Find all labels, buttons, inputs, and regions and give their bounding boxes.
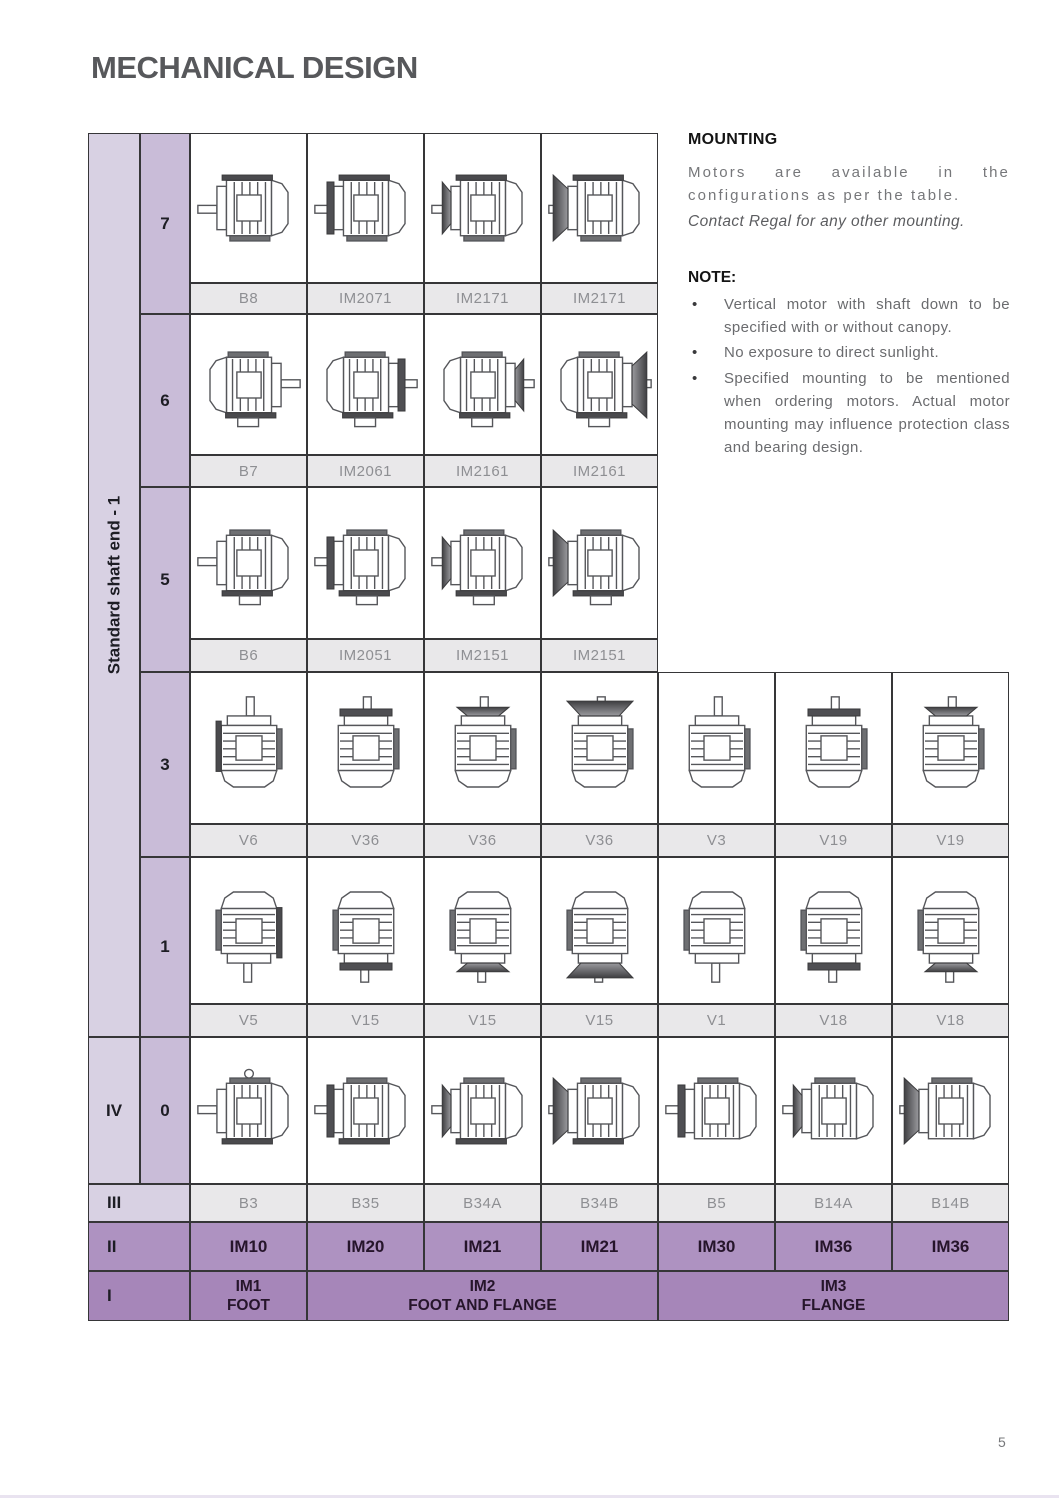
config-label: B14A [775, 1184, 892, 1222]
config-label: V3 [658, 824, 775, 857]
page-title: MECHANICAL DESIGN [91, 50, 418, 85]
motor-icon-b34b [541, 1037, 658, 1184]
group-im1-foot: IM1 FOOT [190, 1271, 307, 1321]
motor-icon-v36-c [541, 672, 658, 824]
im-code: IM36 [775, 1222, 892, 1271]
motor-icon-b14a [775, 1037, 892, 1184]
mounting-configurations-table [88, 133, 1009, 1321]
note-heading: NOTE: [688, 268, 737, 286]
config-label: IM2171 [424, 283, 541, 314]
config-label: IM2061 [307, 455, 424, 487]
bullet-icon: • [692, 344, 698, 362]
group-im2-foot-and-flange: IM2 FOOT AND FLANGE [307, 1271, 658, 1321]
config-label: IM2151 [424, 639, 541, 672]
motor-icon-v1 [658, 857, 775, 1004]
note-bullet-1: • Vertical motor with shaft down to be specified with or without canopy. [688, 293, 1010, 340]
motor-icon-im2061 [307, 314, 424, 455]
tier-label-ii: II [88, 1222, 190, 1271]
config-label: IM2161 [541, 455, 658, 487]
config-label: V18 [892, 1004, 1009, 1037]
mounting-heading: MOUNTING [688, 131, 778, 148]
config-label: V19 [892, 824, 1009, 857]
position-number-1: 1 [140, 857, 190, 1037]
config-label: V15 [307, 1004, 424, 1037]
motor-icon-v15-c [541, 857, 658, 1004]
motor-icon-im2071 [307, 133, 424, 283]
config-label: V18 [775, 1004, 892, 1037]
motor-icon-v15-b [424, 857, 541, 1004]
motor-icon-v36-b [424, 672, 541, 824]
motor-icon-v19-b [892, 672, 1009, 824]
motor-icon-b6 [190, 487, 307, 639]
tier-label-i: I [88, 1271, 190, 1321]
mounting-body-text: Motors are available in the configurations as per the table. [688, 164, 1010, 205]
config-label: IM2171 [541, 283, 658, 314]
config-label: B5 [658, 1184, 775, 1222]
motor-icon-b7 [190, 314, 307, 455]
config-label: V36 [424, 824, 541, 857]
motor-icon-b35 [307, 1037, 424, 1184]
config-label: B7 [190, 455, 307, 487]
page-number: 5 [998, 1434, 1006, 1450]
motor-icon-im2171-a [424, 133, 541, 283]
motor-icon-b5 [658, 1037, 775, 1184]
im-code: IM10 [190, 1222, 307, 1271]
config-label: IM2071 [307, 283, 424, 314]
config-label: IM2051 [307, 639, 424, 672]
config-label: B34B [541, 1184, 658, 1222]
motor-icon-v15-a [307, 857, 424, 1004]
config-label: V19 [775, 824, 892, 857]
im-code: IM21 [424, 1222, 541, 1271]
motor-icon-im2161-b [541, 314, 658, 455]
config-label: V15 [424, 1004, 541, 1037]
motor-icon-b34a [424, 1037, 541, 1184]
position-number-5: 5 [140, 487, 190, 672]
bullet-icon: • [692, 369, 698, 387]
im-code: IM30 [658, 1222, 775, 1271]
side-label-standard-shaft-end: Standard shaft end - 1 [88, 133, 140, 1037]
motor-icon-im2151-b [541, 487, 658, 639]
motor-icon-v3 [658, 672, 775, 824]
motor-icon-v18-b [892, 857, 1009, 1004]
im-code: IM20 [307, 1222, 424, 1271]
motor-icon-im2151-a [424, 487, 541, 639]
im-code: IM21 [541, 1222, 658, 1271]
config-label: B35 [307, 1184, 424, 1222]
motor-icon-v36-a [307, 672, 424, 824]
config-label: B6 [190, 639, 307, 672]
position-number-6: 6 [140, 314, 190, 487]
config-label: B3 [190, 1184, 307, 1222]
config-label: B8 [190, 283, 307, 314]
motor-icon-im2161-a [424, 314, 541, 455]
motor-icon-b3 [190, 1037, 307, 1184]
tier-label-iii: III [88, 1184, 190, 1222]
motor-icon-im2171-b [541, 133, 658, 283]
config-label: V6 [190, 824, 307, 857]
motor-icon-v19-a [775, 672, 892, 824]
tier-label-iv: IV [88, 1037, 140, 1184]
config-label: B14B [892, 1184, 1009, 1222]
motor-icon-im2051 [307, 487, 424, 639]
config-label: V36 [541, 824, 658, 857]
position-number-0: 0 [140, 1037, 190, 1184]
note-bullet-2: • No exposure to direct sunlight. [688, 341, 1010, 364]
motor-icon-v5 [190, 857, 307, 1004]
motor-icon-v6 [190, 672, 307, 824]
config-label: V1 [658, 1004, 775, 1037]
config-label: V5 [190, 1004, 307, 1037]
motor-icon-v18-a [775, 857, 892, 1004]
note-bullet-3: • Specified mounting to be mentioned when ordering motors. Actual motor mounting may influence protection class and bearing design. [688, 367, 1010, 460]
position-number-7: 7 [140, 133, 190, 314]
position-number-3: 3 [140, 672, 190, 857]
config-label: IM2161 [424, 455, 541, 487]
motor-icon-b8 [190, 133, 307, 283]
motor-icon-b14b [892, 1037, 1009, 1184]
config-label: V36 [307, 824, 424, 857]
im-code: IM36 [892, 1222, 1009, 1271]
config-label: IM2151 [541, 639, 658, 672]
mounting-italic-text: Contact Regal for any other mounting. [688, 212, 965, 230]
config-label: B34A [424, 1184, 541, 1222]
group-im3-flange: IM3 FLANGE [658, 1271, 1009, 1321]
bullet-icon: • [692, 295, 698, 313]
config-label: V15 [541, 1004, 658, 1037]
